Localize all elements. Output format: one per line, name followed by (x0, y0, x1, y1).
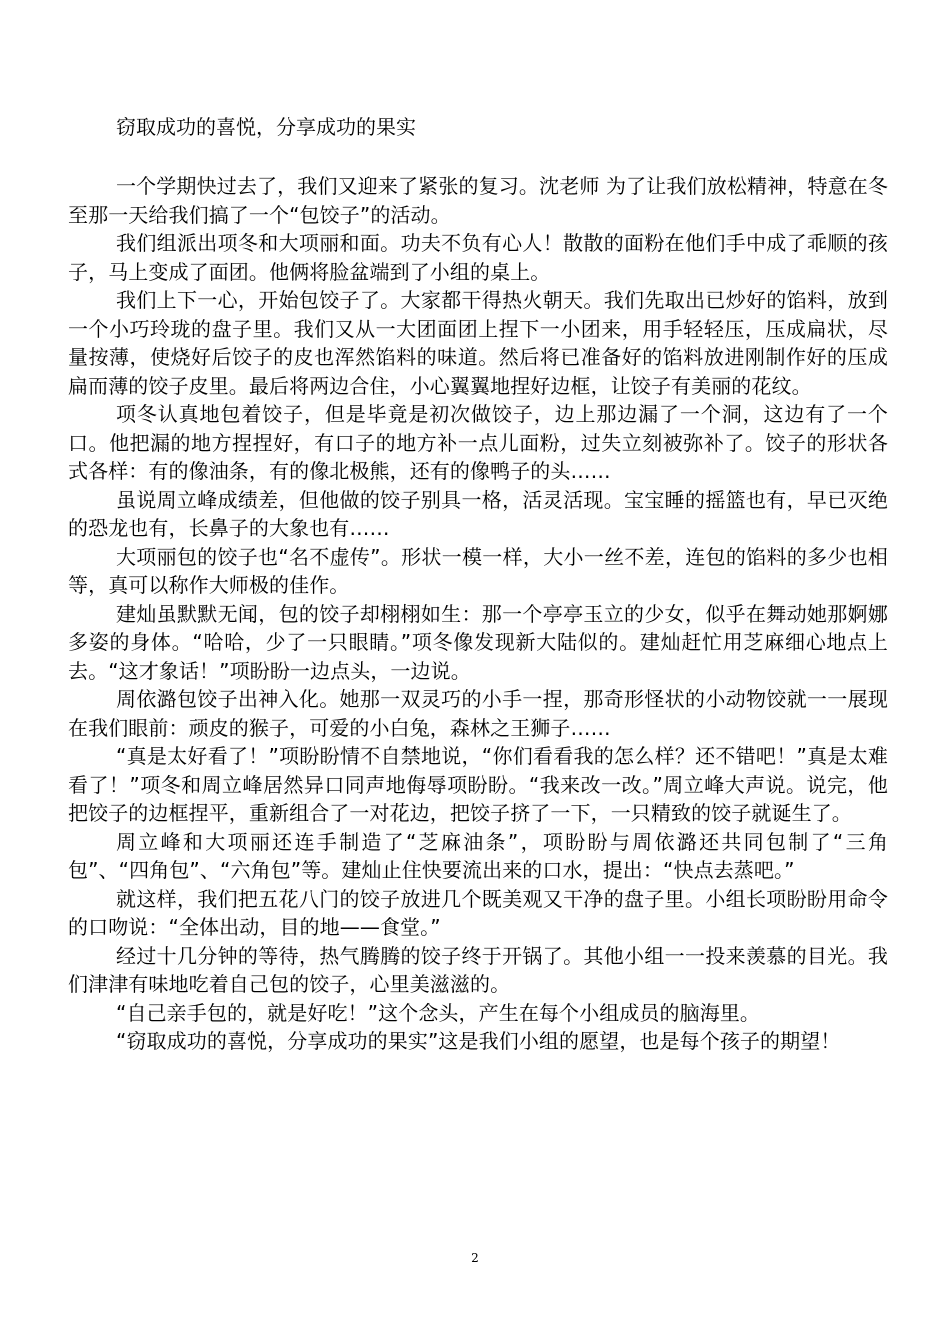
page-number: 2 (471, 1251, 479, 1265)
paragraph: 就这样，我们把五花八门的饺子放进几个既美观又干净的盘子里。小组长项盼盼用命令的口吻说：“全体出动，目的地——食堂。” (68, 886, 888, 939)
paragraph: 我们上下一心，开始包饺子了。大家都干得热火朝天。我们先取出已炒好的馅料，放到一个小巧玲珑的盘子里。我们又从一大团面团上捏下一小团来，用手轻轻压，压成扁状，尽量按薄，使烧好后饺子的皮也浑然馅料的味道。然后将已准备好的馅料放进刚制作好的压成扁而薄的饺子皮里。最后将两边合住，小心翼翼地捏好边框，让饺子有美丽的花纹。 (68, 288, 888, 398)
paragraph: 经过十几分钟的等待，热气腾腾的饺子终于开锅了。其他小组一一投来羡慕的目光。我们津津有味地吃着自己包的饺子，心里美滋滋的。 (68, 943, 888, 996)
paragraph: 项冬认真地包着饺子，但是毕竟是初次做饺子，边上那边漏了一个洞，这边有了一个口。他把漏的地方捏捏好，有口子的地方补一点儿面粉，过失立刻被弥补了。饺子的形状各式各样：有的像油条，有的像北极熊，还有的像鸭子的头…… (68, 402, 888, 483)
paragraph: 我们组派出项冬和大项丽和面。功夫不负有心人！散散的面粉在他们手中成了乖顺的孩子，马上变成了面团。他俩将脸盆端到了小组的桌上。 (68, 231, 888, 284)
paragraph: 周立峰和大项丽还连手制造了“芝麻油条”，项盼盼与周依潞还共同包制了“三角包”、“四角包”、“六角包”等。建灿止住快要流出来的口水，提出：“快点去蒸吧。” (68, 829, 888, 882)
paragraph: 周依潞包饺子出神入化。她那一双灵巧的小手一捏，那奇形怪状的小动物饺就一一展现在我们眼前：顽皮的猴子，可爱的小白兔，森林之王狮子…… (68, 687, 888, 740)
document-body (68, 172, 888, 1056)
paragraph: “窃取成功的喜悦，分享成功的果实”这是我们小组的愿望，也是每个孩子的期望！ (116, 1029, 841, 1053)
paragraph: 虽说周立峰成绩差，但他做的饺子别具一格，活灵活现。宝宝睡的摇篮也有，早已灭绝的恐龙也有，长鼻子的大象也有…… (68, 487, 888, 540)
paragraph: “真是太好看了！”项盼盼情不自禁地说，“你们看看我的怎么样？还不错吧！”真是太难看了！”项冬和周立峰居然异口同声地侮辱项盼盼。“我来改一改。”周立峰大声说。说完，他把饺子的边框捏平，重新组合了一对花边，把饺子挤了一下，一只精致的饺子就诞生了。 (68, 744, 888, 825)
paragraph: 建灿虽默默无闻，包的饺子却栩栩如生：那一个亭亭玉立的少女，似乎在舞动她那婀娜多姿的身体。“哈哈，少了一只眼睛。”项冬像发现新大陆似的。建灿赶忙用芝麻细心地点上去。“这才象话！”项盼盼一边点头，一边说。 (68, 601, 888, 683)
paragraph: 大项丽包的饺子也“名不虚传”。形状一模一样，大小一丝不差，连包的馅料的多少也相等，真可以称作大师极的佳作。 (68, 544, 888, 597)
paragraph: “自己亲手包的，就是好吃！”这个念头，产生在每个小组成员的脑海里。 (116, 1000, 761, 1025)
paragraph: 一个学期快过去了，我们又迎来了紧张的复习。沈老师 为了让我们放松精神，特意在冬至那一天给我们搞了一个“包饺子”的活动。 (68, 174, 888, 227)
document-title: 窃取成功的喜悦，分享成功的果实 (116, 115, 416, 139)
